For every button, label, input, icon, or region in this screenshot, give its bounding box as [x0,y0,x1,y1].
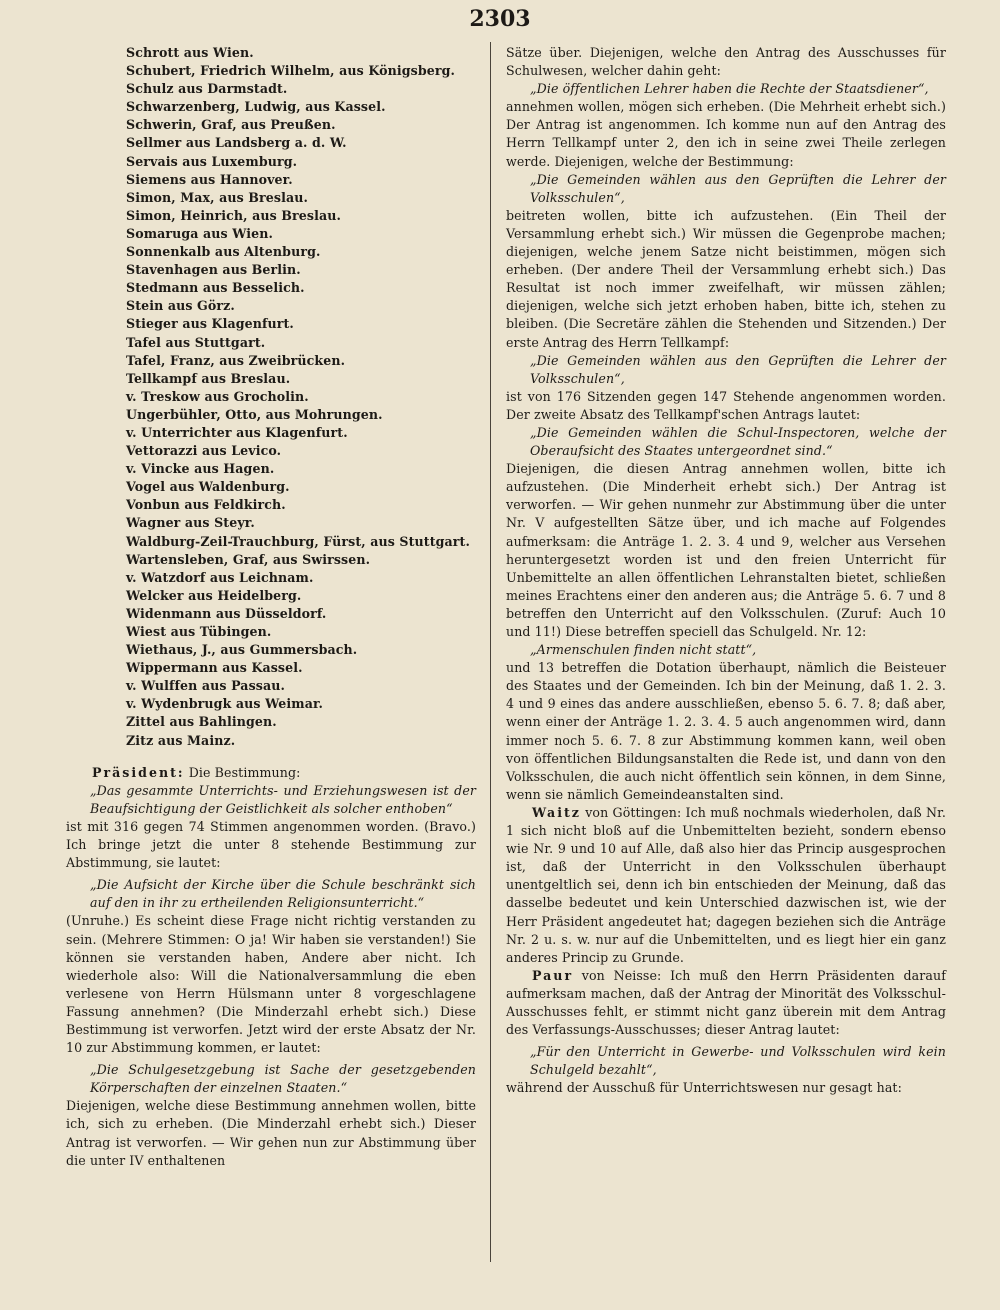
paragraph [506,804,946,967]
paragraph [506,967,946,1039]
list-item: Wiethaus, J., aus Gummersbach. [126,642,358,658]
list-item: Wippermann aus Kassel. [126,660,303,676]
quotation: „Die Gemeinden wählen aus den Geprüften die Lehrer der Volksschulen“, [530,352,946,386]
quotation: „Für den Unterricht in Gewerbe- und Volksschulen wird kein Schulgeld bezahlt“, [530,1044,946,1078]
list-item: Schrott aus Wien. [126,45,254,60]
column-divider [490,42,491,1262]
list-item: Zittel aus Bahlingen. [126,714,277,730]
speaker-name: Waitz [532,804,581,820]
list-item: Schubert, Friedrich Wilhelm, aus Königsberg. [126,63,455,79]
list-item: Widenmann aus Düsseldorf. [126,605,327,621]
paragraph [66,764,476,782]
list-item: Siemens aus Hannover. [126,171,293,187]
quotation: „Die Schulgesetzgebung ist Sache der gesetzgebenden Körperschaften der einzelnen Staaten.“ [90,1062,476,1096]
list-item: Stieger aus Klagenfurt. [126,316,294,332]
list-item: Sonnenkalb aus Altenburg. [126,244,321,260]
list-item: Wiest aus Tübingen. [126,624,272,639]
list-item: Tellkampf aus Breslau. [126,370,291,386]
left-column [66,44,476,1170]
list-item: Schwarzenberg, Ludwig, aus Kassel. [126,99,386,115]
list-item: Waldburg-Zeil-Trauchburg, Fürst, aus Stuttgart. [126,533,470,549]
list-item: Ungerbühler, Otto, aus Mohrungen. [126,406,383,422]
list-item: Somaruga aus Wien. [126,225,273,241]
quotation: „Armenschulen finden nicht statt“, [530,642,757,658]
list-item: v. Vincke aus Hagen. [126,461,275,477]
paragraph: beitreten wollen, bitte ich aufzustehen. (Ein Theil der Versammlung erhebt sich.) Wir müssen die Gegenprobe machen; diejenigen, welche jenem Satze nicht beistimmen, mögen sich erheben. (Der andere Theil der Versammlung erhebt sich.) Das Resultat ist noch immer zweifelhaft, wir müssen zählen; diejenigen, welche sich jetzt erhoben haben, bitte ich, stehen zu bleiben. (Die Secretäre zählen die Stehenden und Sitzenden.) Der erste Antrag des Herrn Tellkampf: [506,207,946,350]
speaker-name: Paur [532,967,574,983]
list-item: Stavenhagen aus Berlin. [126,262,301,278]
list-item: Simon, Max, aus Breslau. [126,189,308,205]
member-list [126,44,476,750]
list-item: Vettorazzi aus Levico. [126,443,282,459]
quotation: „Die Aufsicht der Kirche über die Schule beschränkt sich auf den in ihr zu ertheilenden Religionsunterricht.“ [90,877,476,911]
paragraph: Sätze über. Diejenigen, welche den Antrag des Ausschusses für Schulwesen, welcher dahin geht: [506,45,946,79]
paragraph: ist mit 316 gegen 74 Stimmen angenommen worden. (Bravo.) Ich bringe jetzt die unter 8 stehende Bestimmung zur Abstimmung, sie lautet: [66,818,476,871]
list-item: Sellmer aus Landsberg a. d. W. [126,135,347,151]
list-item: Schulz aus Darmstadt. [126,81,288,97]
list-item: Wagner aus Steyr. [126,515,255,531]
list-item: Schwerin, Graf, aus Preußen. [126,117,336,133]
quotation: „Die Gemeinden wählen die Schul-Inspectoren, welche der Oberaufsicht des Staates untergeordnet sind.“ [530,424,946,459]
paragraph: Diejenigen, die diesen Antrag annehmen wollen, bitte ich aufzustehen. (Die Minderheit erhebt sich.) Der Antrag ist verworfen. — Wir gehen nunmehr zur Abstimmung über die unter Nr. V aufgestellten Sätze über, und ich mache auf Folgendes aufmerksam: die Anträge 1. 2. 3. 4 und 9, welcher aus Versehen heruntergesetzt worden ist und den freien Unterricht für Unbemittelte an allen öffentlichen Lehranstalten bietet, schließen meines Erachtens einer den anderen aus; die Anträge 5. 6. 7 und 8 betreffen den Unterricht auf den Volksschulen. (Zuruf: Auch 10 und 11!) Diese betreffen speciell das Schulgeld. Nr. 12: [506,461,946,639]
list-item: Simon, Heinrich, aus Breslau. [126,207,341,223]
list-item: v. Treskow aus Grocholin. [126,388,309,404]
paragraph-text: Die Bestimmung: [188,764,301,780]
list-item: Tafel, Franz, aus Zweibrücken. [126,352,346,368]
list-item: Stein aus Görz. [126,298,235,314]
paragraph: Diejenigen, welche diese Bestimmung annehmen wollen, bitte ich, sich zu erheben. (Die Minderzahl erhebt sich.) Dieser Antrag ist verworfen. — Wir gehen nun zur Abstimmung über die unter IV enthaltenen [66,1098,476,1168]
quotation: „Das gesammte Unterrichts- und Erziehungswesen ist der Beaufsichtigung der Geistlichkeit als solcher enthoben“ [90,782,476,816]
list-item: Vonbun aus Feldkirch. [126,497,286,513]
list-item: v. Wydenbrugk aus Weimar. [126,696,324,712]
right-column [506,44,946,1097]
paragraph: (Unruhe.) Es scheint diese Frage nicht richtig verstanden zu sein. (Mehrere Stimmen: O ja! Wir haben sie verstanden!) Sie können sie verstanden haben, Andere aber nicht. Ich wiederhole also: Will die Nationalversammlung die eben verlesene von Herrn Hülsmann unter 8 vorgeschlagene Fassung annehmen? (Die Minderzahl erhebt sich.) Diese Bestimmung ist verworfen. Jetzt wird der erste Absatz der Nr. 10 zur Abstimmung kommen, er lautet: [66,913,476,1056]
paragraph: und 13 betreffen die Dotation überhaupt, nämlich die Beisteuer des Staates und der Gemeinden. Ich bin der Meinung, daß 1. 2. 3. 4 und 9 eines das andere ausschließen, ebenso 5. 6. 7. 8; daß aber, wenn einer der Anträge 1. 2. 3. 4. 5 auch angenommen wird, dann immer noch 5. 6. 7. 8 zur Abstimmung kommen kann, weil oben von öffentlichen Bildungsanstalten die Rede ist, und dann von den Volksschulen, die auch nicht öffentlich sein können, in dem Sinne, wenn sie nämlich Gemeindeanstalten sind. [506,660,946,802]
quotation: „Die Gemeinden wählen aus den Geprüften die Lehrer der Volksschulen“, [530,171,946,205]
paragraph: während der Ausschuß für Unterrichtswesen nur gesagt hat: [506,1080,902,1096]
list-item: Stedmann aus Besselich. [126,280,305,296]
paragraph: annehmen wollen, mögen sich erheben. (Die Mehrheit erhebt sich.) Der Antrag ist angenommen. Ich komme nun auf den Antrag des Herrn Tellkampf unter 2, den ich in seine zwei Theile zerlegen werde. Diejenigen, welche der Bestimmung: [506,99,946,169]
list-item: Zitz aus Mainz. [126,732,236,748]
list-item: Servais aus Luxemburg. [126,153,298,169]
list-item: v. Wulffen aus Passau. [126,678,285,694]
list-item: Tafel aus Stuttgart. [126,334,266,350]
list-item: v. Watzdorf aus Leichnam. [126,569,314,585]
paragraph-text: von Neisse: Ich muß den Herrn Präsidenten darauf aufmerksam machen, daß der Antrag der Minorität des Volksschul-Ausschusses fehlt, er stimmt nicht ganz überein mit dem Antrag des Verfassungs-Ausschusses; dieser Antrag lautet: [506,967,946,1038]
quotation: „Die öffentlichen Lehrer haben die Rechte der Staatsdiener“, [530,81,929,97]
list-item: Vogel aus Waldenburg. [126,479,290,495]
list-item: Wartensleben, Graf, aus Swirssen. [126,551,371,567]
page-number: 2303 [469,6,531,32]
speaker-name: Präsident: [92,764,185,780]
paragraph: ist von 176 Sitzenden gegen 147 Stehende angenommen worden. Der zweite Absatz des Tellkampf'schen Antrags lautet: [506,388,946,422]
list-item: Welcker aus Heidelberg. [126,587,302,603]
paragraph-text: von Göttingen: Ich muß nochmals wiederholen, daß Nr. 1 sich nicht bloß auf die Unbemittelten bezieht, sondern ebenso wie Nr. 9 und 10 auf Alle, daß also hier das Princip ausgesprochen ist, daß der Unterricht in den Volksschulen überhaupt unentgeltlich sei, denn ich bin entschieden der Meinung, daß das dasselbe bedeutet und kein Unterschied dazwischen ist, wie der Herr Präsident angedeutet hat; dagegen beziehen sich die Anträge Nr. 2 u. s. w. nur auf die Unbemittelten, und es liegt hier ein ganz anderes Princip zu Grunde. [506,804,946,965]
list-item: v. Unterrichter aus Klagenfurt. [126,424,348,440]
